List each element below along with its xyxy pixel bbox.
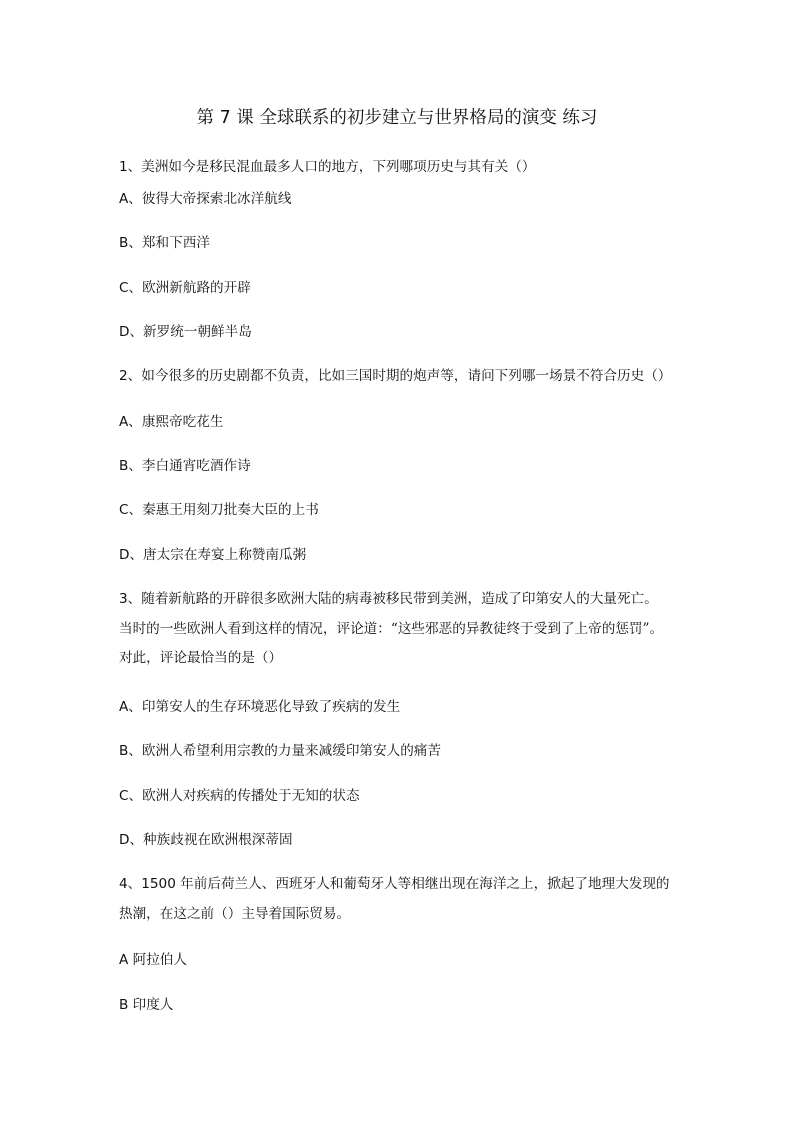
page-title: 第 7 课 全球联系的初步建立与世界格局的演变 练习 bbox=[196, 108, 598, 128]
question-1-option-a: A、彼得大帝探索北冰洋航线 bbox=[119, 191, 292, 207]
question-1-stem: 1、美洲如今是移民混血最多人口的地方，下列哪项历史与其有关（） bbox=[119, 159, 536, 175]
question-3-stem-line-3: 对此，评论最恰当的是（） bbox=[119, 650, 283, 666]
question-4-stem-line-1: 4、1500 年前后荷兰人、西班牙人和葡萄牙人等相继出现在海洋之上，掀起了地理大发现的 bbox=[119, 876, 670, 892]
question-2-option-d: D、唐太宗在寿宴上称赞南瓜粥 bbox=[119, 547, 307, 563]
question-4-stem-line-2: 热潮，在这之前（）主导着国际贸易。 bbox=[119, 906, 351, 922]
question-3-option-b: B、欧洲人希望利用宗教的力量来减缓印第安人的痛苦 bbox=[119, 743, 441, 759]
question-2-option-c: C、秦惠王用刻刀批奏大臣的上书 bbox=[119, 502, 319, 518]
question-2-stem: 2、如今很多的历史剧都不负责，比如三国时期的炮声等，请问下列哪一场景不符合历史（） bbox=[119, 368, 672, 384]
question-1-option-d: D、新罗统一朝鲜半岛 bbox=[119, 324, 252, 340]
question-3-quote: “这些邪恶的异教徒终于受到了上帝的惩罚”。 bbox=[390, 621, 664, 637]
question-3-option-a: A、印第安人的生存环境恶化导致了疾病的发生 bbox=[119, 699, 401, 715]
question-3-option-d: D、种族歧视在欧洲根深蒂固 bbox=[119, 832, 293, 848]
question-2-option-b: B、李白通宵吃酒作诗 bbox=[119, 458, 251, 474]
question-3-stem-line-1: 3、随着新航路的开辟很多欧洲大陆的病毒被移民带到美洲，造成了印第安人的大量死亡。 bbox=[119, 591, 658, 607]
question-4-option-a: A 阿拉伯人 bbox=[119, 952, 187, 968]
question-4-option-b: B 印度人 bbox=[119, 997, 174, 1013]
question-2-option-a: A、康熙帝吃花生 bbox=[119, 414, 224, 430]
question-1-option-b: B、郑和下西洋 bbox=[119, 235, 210, 251]
question-3-stem-text: 当时的一些欧洲人看到这样的情况，评论道： bbox=[119, 621, 391, 637]
question-3-option-c: C、欧洲人对疾病的传播处于无知的状态 bbox=[119, 788, 360, 804]
question-3-stem-line-2 bbox=[119, 619, 663, 639]
question-1-option-c: C、欧洲新航路的开辟 bbox=[119, 280, 251, 296]
